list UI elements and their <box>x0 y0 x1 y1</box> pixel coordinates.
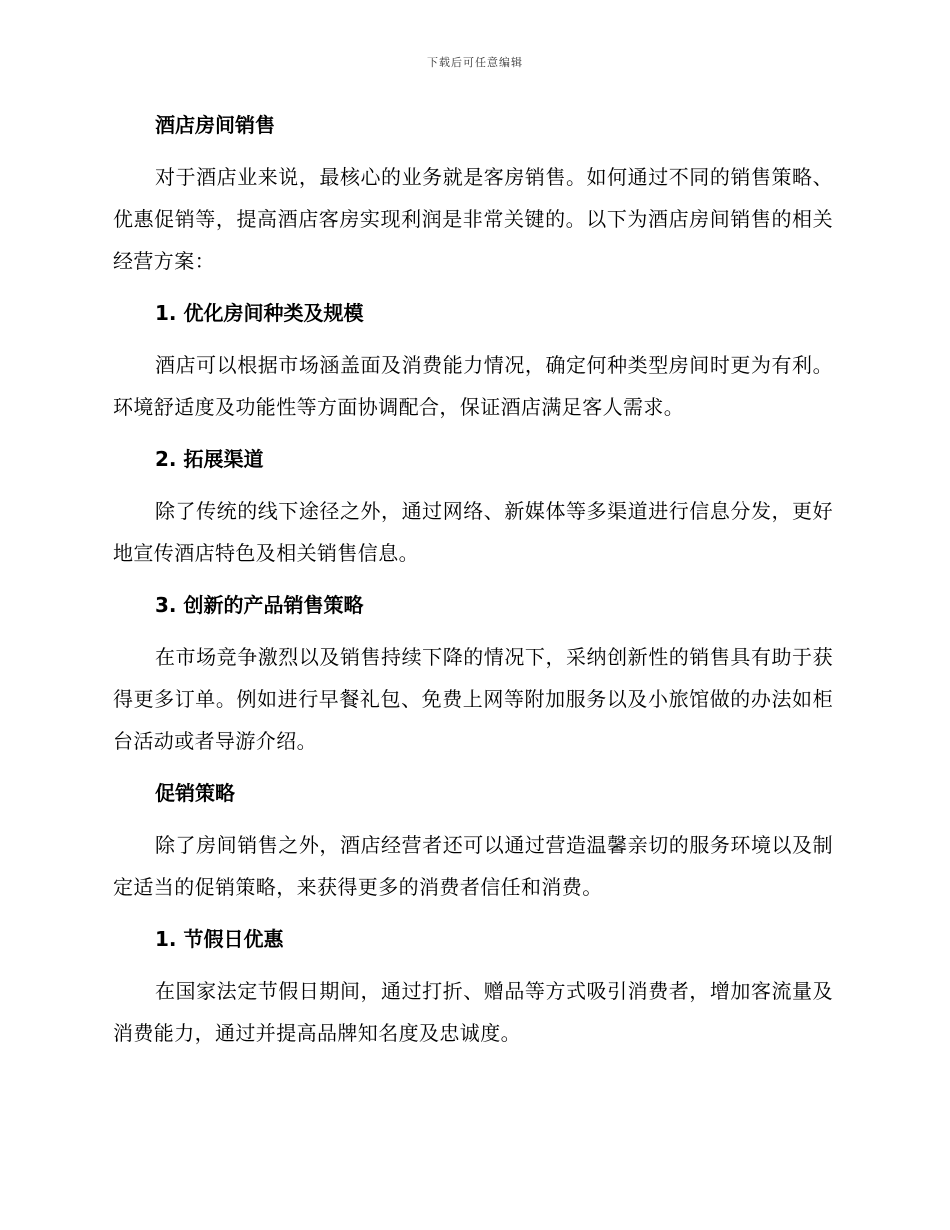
section-heading-expand-channels: 2. 拓展渠道 <box>155 447 264 471</box>
page-header: 下载后可任意编辑 <box>427 56 523 69</box>
paragraph-optimize-rooms: 酒店可以根据市场涵盖面及消费能力情况，确定何种类型房间时更为有利。环境舒适度及功能性等方面协调配合，保证酒店满足客人需求。 <box>113 353 833 419</box>
section-heading-optimize-rooms: 1. 优化房间种类及规模 <box>155 301 364 325</box>
paragraph-intro: 对于酒店业来说，最核心的业务就是客房销售。如何通过不同的销售策略、优惠促销等，提高酒店客房实现利润是非常关键的。以下为酒店房间销售的相关经营方案： <box>113 165 833 273</box>
section-heading-room-sales: 酒店房间销售 <box>155 113 275 137</box>
section-heading-innovative-strategy: 3. 创新的产品销售策略 <box>155 593 364 617</box>
section-heading-holiday-discount: 1. 节假日优惠 <box>155 927 284 951</box>
paragraph-promotion-strategy: 除了房间销售之外，酒店经营者还可以通过营造温馨亲切的服务环境以及制定适当的促销策略，来获得更多的消费者信任和消费。 <box>113 833 833 899</box>
document-body <box>113 104 833 1064</box>
paragraph-expand-channels: 除了传统的线下途径之外，通过网络、新媒体等多渠道进行信息分发，更好地宣传酒店特色及相关销售信息。 <box>113 499 833 565</box>
paragraph-innovative-strategy: 在市场竞争激烈以及销售持续下降的情况下，采纳创新性的销售具有助于获得更多订单。例如进行早餐礼包、免费上网等附加服务以及小旅馆做的办法如柜台活动或者导游介绍。 <box>113 645 833 753</box>
paragraph-holiday-discount: 在国家法定节假日期间，通过打折、赠品等方式吸引消费者，增加客流量及消费能力，通过并提高品牌知名度及忠诚度。 <box>113 979 833 1045</box>
section-heading-promotion-strategy: 促销策略 <box>155 781 235 805</box>
